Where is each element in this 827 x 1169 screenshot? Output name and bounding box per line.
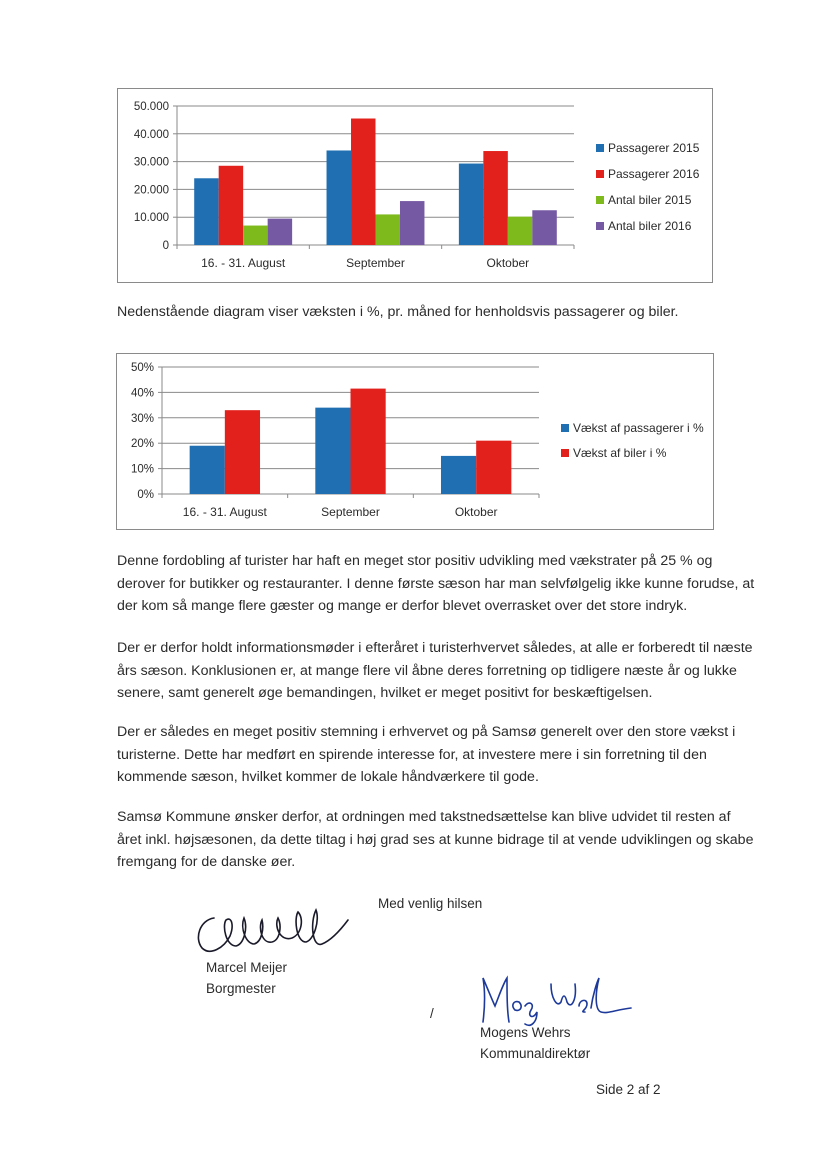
bar-v-kst-af-passagerer-i--2 [441,456,476,494]
passenger-car-chart-svg [118,89,712,282]
paragraph-3: Der er således en meget positiv stemning i erhvervet og på Samsø generelt over den store vækst i turisterne. Dette har medført en spirende interesse for, at investere mere i sin forretning til den kommende sæson, hvilket kommer de lokale håndværkere til gode. [117,724,736,785]
legend-swatch [561,449,569,457]
bar-v-kst-af-biler-i--0 [225,410,260,494]
bar-passagerer-2016-2 [483,151,507,245]
y-tick-label: 50.000 [133,101,169,113]
bar-antal-biler-2015-1 [376,214,400,245]
y-tick-label: 10% [130,463,154,476]
paragraph-2: Der er derfor holdt informationsmøder i efteråret i turisterhvervet således, at alle er forberedt til næste års sæson. Konklusionen er, at mange flere vil åbne deres forretning op tidligere næste år og lukke senere, samt generelt øge bemandingen, hvilket er meget positivt for beskæftigelsen. [117,640,753,701]
x-category-label: 16. - 31. August [201,256,286,270]
bar-antal-biler-2016-0 [268,219,292,245]
bar-passagerer-2015-1 [327,150,351,245]
signature-marcel-meijer [192,898,352,960]
slash-mark: / [430,1006,434,1021]
bar-passagerer-2016-1 [351,119,375,245]
y-tick-label: 0 [162,240,169,252]
growth-chart [116,353,714,530]
legend-label: Passagerer 2016 [608,167,700,181]
bar-v-kst-af-passagerer-i--0 [190,446,225,494]
y-tick-label: 40% [130,387,154,400]
legend-label: Vækst af passagerer i % [573,421,704,435]
legend-label: Antal biler 2015 [608,193,692,207]
x-category-label: September [346,256,405,270]
legend-label: Vækst af biler i % [573,446,667,460]
y-tick-label: 40.000 [133,128,169,141]
y-tick-label: 20.000 [133,184,169,197]
legend-swatch [596,222,604,230]
bar-antal-biler-2015-0 [243,226,267,245]
bar-antal-biler-2016-2 [532,210,556,245]
y-tick-label: 0% [137,489,154,501]
signer1-title: Borgmester [206,981,276,996]
x-category-label: September [321,505,380,519]
signature-mogens-wehrs [475,970,635,1030]
bar-v-kst-af-passagerer-i--1 [315,408,350,494]
y-tick-label: 30% [130,412,154,425]
bar-v-kst-af-biler-i--2 [476,441,511,494]
legend-swatch [596,170,604,178]
bar-passagerer-2016-0 [219,166,243,245]
signer1-name: Marcel Meijer [206,960,288,975]
legend-label: Passagerer 2015 [608,141,700,155]
legend-label: Antal biler 2016 [608,219,692,233]
bar-passagerer-2015-0 [194,178,218,245]
signer2-title: Kommunaldirektør [480,1046,591,1061]
paragraph-1: Denne fordobling af turister har haft en meget stor positiv udvikling med vækstrater på 25 % og derover for butikker og restauranter. I denne første sæson har man selvfølgelig ikke kunne forudse, at der kom så mange flere gæster og mange er derfor blevet overrasket over det store indryk. [117,553,755,614]
x-category-label: Oktober [454,505,498,519]
paragraph-4: Samsø Kommune ønsker derfor, at ordningen med takstnedsættelse kan blive udvidet til resten af året inkl. højsæsonen, da dette tiltag i høj grad ses at kunne bidrage til at vende udviklingen og skabe fremgang for de danske øer. [117,809,754,870]
closing-greeting: Med venlig hilsen [378,896,483,911]
signer2-name: Mogens Wehrs [480,1025,571,1040]
legend-swatch [596,196,604,204]
chart-intro-text: Nedenstående diagram viser væksten i %, pr. måned for henholdsvis passagerer og biler. [117,304,679,320]
page-number: Side 2 af 2 [596,1082,661,1097]
x-category-label: 16. - 31. August [182,505,267,519]
bar-antal-biler-2016-1 [400,201,424,245]
bar-v-kst-af-biler-i--1 [351,389,386,494]
bar-antal-biler-2015-2 [508,217,532,245]
y-tick-label: 50% [130,362,154,374]
y-tick-label: 20% [130,438,154,451]
legend-swatch [596,144,604,152]
y-tick-label: 30.000 [133,156,169,169]
passenger-car-chart [117,88,713,283]
bar-passagerer-2015-2 [459,164,483,245]
legend-swatch [561,424,569,432]
growth-chart-svg [117,354,713,529]
y-tick-label: 10.000 [133,212,169,225]
x-category-label: Oktober [486,256,530,270]
